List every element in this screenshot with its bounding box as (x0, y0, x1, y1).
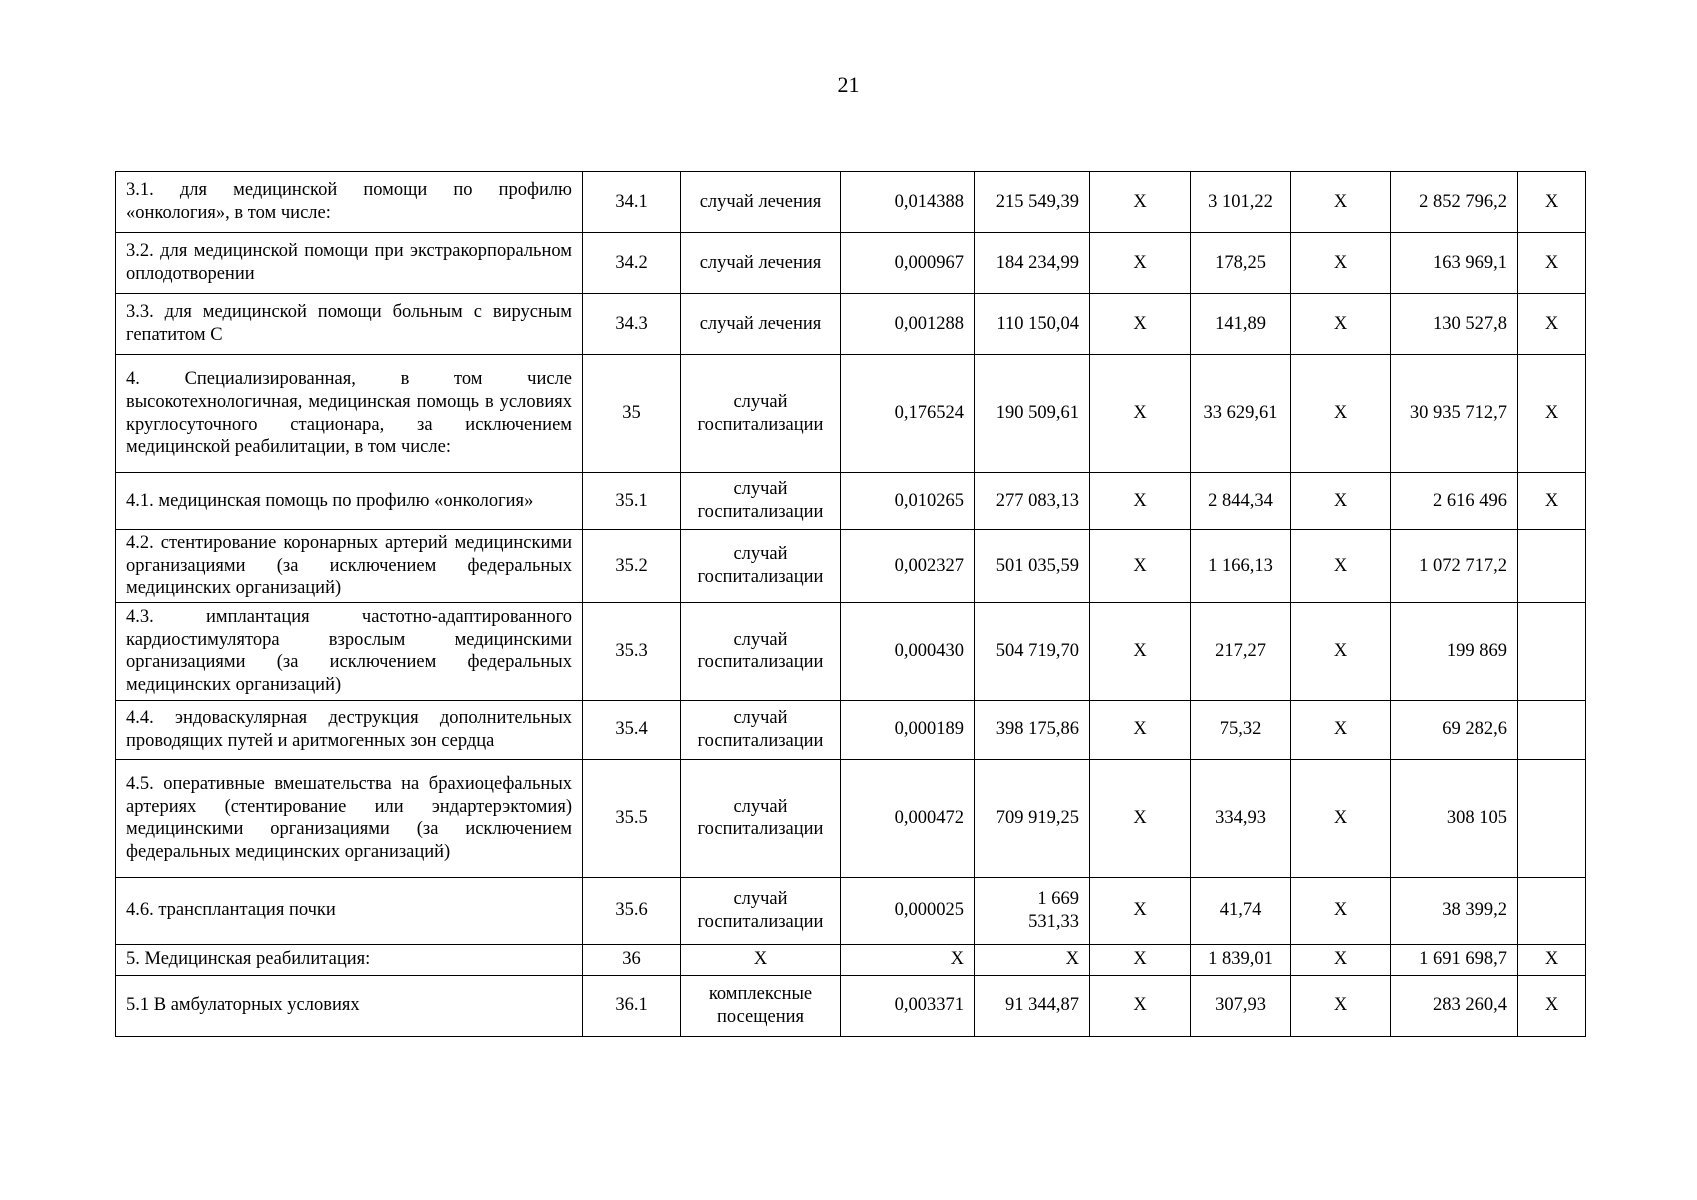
row-code-cell: 35.6 (583, 877, 681, 944)
row-col8-cell: X (1291, 944, 1391, 975)
row-norm-cell: 0,000430 (841, 602, 975, 700)
row-cost-cell: 709 919,25 (975, 759, 1090, 877)
row-name-cell: 5.1 В амбулаторных условиях (116, 975, 583, 1036)
row-cost-cell: 277 083,13 (975, 473, 1090, 530)
row-col9-cell: 199 869 (1391, 602, 1518, 700)
row-norm-cell: 0,000472 (841, 759, 975, 877)
row-col8-cell: X (1291, 602, 1391, 700)
row-col10-cell (1518, 700, 1586, 759)
row-name-cell: 4.2. стентирование коронарных артерий медицинскими организациями (за исключением федеральных медицинских организаций) (116, 530, 583, 603)
row-col7-cell: 1 166,13 (1191, 530, 1291, 603)
row-col8-cell: X (1291, 172, 1391, 233)
row-unit-cell: случай госпитализации (681, 877, 841, 944)
row-col7-cell: 75,32 (1191, 700, 1291, 759)
row-col9-cell: 130 527,8 (1391, 294, 1518, 355)
table-row (116, 877, 1586, 944)
row-col6-cell: X (1090, 355, 1191, 473)
row-col8-cell: X (1291, 473, 1391, 530)
row-norm-cell: 0,014388 (841, 172, 975, 233)
row-unit-cell: комплексные посещения (681, 975, 841, 1036)
row-col7-cell: 334,93 (1191, 759, 1291, 877)
row-cost-cell: X (975, 944, 1090, 975)
row-unit-cell: случай госпитализации (681, 473, 841, 530)
row-name-cell: 3.2. для медицинской помощи при экстракорпоральном оплодотворении (116, 233, 583, 294)
row-name-cell: 4.1. медицинская помощь по профилю «онкология» (116, 473, 583, 530)
row-norm-cell: 0,002327 (841, 530, 975, 603)
row-col8-cell: X (1291, 294, 1391, 355)
row-col10-cell: X (1518, 975, 1586, 1036)
row-cost-cell: 184 234,99 (975, 233, 1090, 294)
page-number: 21 (837, 72, 860, 97)
table-body (116, 172, 1586, 1037)
row-col10-cell (1518, 759, 1586, 877)
table-row (116, 602, 1586, 700)
row-name-cell: 4.4. эндоваскулярная деструкция дополнительных проводящих путей и аритмогенных зон сердца (116, 700, 583, 759)
row-col10-cell (1518, 602, 1586, 700)
row-unit-cell: случай лечения (681, 233, 841, 294)
row-unit-cell: X (681, 944, 841, 975)
row-col10-cell (1518, 877, 1586, 944)
row-col8-cell: X (1291, 700, 1391, 759)
row-col8-cell: X (1291, 877, 1391, 944)
row-col10-cell (1518, 530, 1586, 603)
row-col8-cell: X (1291, 975, 1391, 1036)
row-code-cell: 35.2 (583, 530, 681, 603)
table-row (116, 473, 1586, 530)
row-col9-cell: 69 282,6 (1391, 700, 1518, 759)
row-norm-cell: 0,010265 (841, 473, 975, 530)
row-col7-cell: 33 629,61 (1191, 355, 1291, 473)
row-name-cell: 4.6. трансплантация почки (116, 877, 583, 944)
row-norm-cell: 0,001288 (841, 294, 975, 355)
row-unit-cell: случай госпитализации (681, 759, 841, 877)
row-code-cell: 35.4 (583, 700, 681, 759)
row-col6-cell: X (1090, 759, 1191, 877)
row-name-cell: 4. Специализированная, в том числе высокотехнологичная, медицинская помощь в условиях круглосуточного стационара, за исключением медицинской реабилитации, в том числе: (116, 355, 583, 473)
row-cost-cell: 1 669 531,33 (975, 877, 1090, 944)
row-name-cell: 3.3. для медицинской помощи больным с вирусным гепатитом С (116, 294, 583, 355)
row-cost-cell: 91 344,87 (975, 975, 1090, 1036)
data-table (115, 171, 1586, 1037)
row-cost-cell: 398 175,86 (975, 700, 1090, 759)
row-col8-cell: X (1291, 233, 1391, 294)
row-col6-cell: X (1090, 877, 1191, 944)
table-row (116, 944, 1586, 975)
row-col7-cell: 307,93 (1191, 975, 1291, 1036)
table-row (116, 530, 1586, 603)
row-code-cell: 34.3 (583, 294, 681, 355)
row-norm-cell: 0,000967 (841, 233, 975, 294)
table-row (116, 975, 1586, 1036)
row-norm-cell: 0,000025 (841, 877, 975, 944)
row-col6-cell: X (1090, 233, 1191, 294)
table-row (116, 294, 1586, 355)
row-cost-cell: 501 035,59 (975, 530, 1090, 603)
row-norm-cell: 0,176524 (841, 355, 975, 473)
row-col6-cell: X (1090, 602, 1191, 700)
row-code-cell: 34.2 (583, 233, 681, 294)
table-row (116, 233, 1586, 294)
table-row (116, 355, 1586, 473)
row-col9-cell: 308 105 (1391, 759, 1518, 877)
row-code-cell: 34.1 (583, 172, 681, 233)
row-col7-cell: 2 844,34 (1191, 473, 1291, 530)
row-col10-cell: X (1518, 294, 1586, 355)
row-col6-cell: X (1090, 473, 1191, 530)
row-code-cell: 35 (583, 355, 681, 473)
row-unit-cell: случай лечения (681, 172, 841, 233)
row-name-cell: 5. Медицинская реабилитация: (116, 944, 583, 975)
row-col10-cell: X (1518, 233, 1586, 294)
row-col8-cell: X (1291, 530, 1391, 603)
row-col6-cell: X (1090, 944, 1191, 975)
row-col9-cell: 30 935 712,7 (1391, 355, 1518, 473)
row-col9-cell: 38 399,2 (1391, 877, 1518, 944)
row-unit-cell: случай госпитализации (681, 530, 841, 603)
table-row (116, 172, 1586, 233)
table-row (116, 700, 1586, 759)
row-name-cell: 4.3. имплантация частотно-адаптированного кардиостимулятора взрослым медицинскими организациями (за исключением федеральных медицинских организаций) (116, 602, 583, 700)
row-col9-cell: 2 852 796,2 (1391, 172, 1518, 233)
row-cost-cell: 190 509,61 (975, 355, 1090, 473)
row-col6-cell: X (1090, 700, 1191, 759)
row-code-cell: 35.3 (583, 602, 681, 700)
row-col7-cell: 178,25 (1191, 233, 1291, 294)
row-col7-cell: 141,89 (1191, 294, 1291, 355)
row-norm-cell: 0,000189 (841, 700, 975, 759)
row-unit-cell: случай госпитализации (681, 355, 841, 473)
row-col6-cell: X (1090, 172, 1191, 233)
row-col9-cell: 1 691 698,7 (1391, 944, 1518, 975)
row-name-cell: 3.1. для медицинской помощи по профилю «онкология», в том числе: (116, 172, 583, 233)
row-name-cell: 4.5. оперативные вмешательства на брахиоцефальных артериях (стентирование или эндартерэктомия) медицинскими организациями (за исключением федеральных медицинских организаций) (116, 759, 583, 877)
row-cost-cell: 110 150,04 (975, 294, 1090, 355)
row-cost-cell: 504 719,70 (975, 602, 1090, 700)
row-cost-cell: 215 549,39 (975, 172, 1090, 233)
row-unit-cell: случай госпитализации (681, 700, 841, 759)
row-col6-cell: X (1090, 975, 1191, 1036)
row-col7-cell: 217,27 (1191, 602, 1291, 700)
row-col6-cell: X (1090, 530, 1191, 603)
row-col8-cell: X (1291, 355, 1391, 473)
row-col10-cell: X (1518, 172, 1586, 233)
row-col10-cell: X (1518, 944, 1586, 975)
row-col6-cell: X (1090, 294, 1191, 355)
row-col7-cell: 41,74 (1191, 877, 1291, 944)
row-col9-cell: 283 260,4 (1391, 975, 1518, 1036)
row-code-cell: 35.5 (583, 759, 681, 877)
row-col7-cell: 3 101,22 (1191, 172, 1291, 233)
table-row (116, 759, 1586, 877)
row-code-cell: 35.1 (583, 473, 681, 530)
row-norm-cell: 0,003371 (841, 975, 975, 1036)
row-col10-cell: X (1518, 355, 1586, 473)
row-col10-cell: X (1518, 473, 1586, 530)
row-col8-cell: X (1291, 759, 1391, 877)
row-code-cell: 36.1 (583, 975, 681, 1036)
row-unit-cell: случай госпитализации (681, 602, 841, 700)
row-col9-cell: 2 616 496 (1391, 473, 1518, 530)
row-code-cell: 36 (583, 944, 681, 975)
row-col7-cell: 1 839,01 (1191, 944, 1291, 975)
row-col9-cell: 163 969,1 (1391, 233, 1518, 294)
row-unit-cell: случай лечения (681, 294, 841, 355)
row-norm-cell: X (841, 944, 975, 975)
row-col9-cell: 1 072 717,2 (1391, 530, 1518, 603)
